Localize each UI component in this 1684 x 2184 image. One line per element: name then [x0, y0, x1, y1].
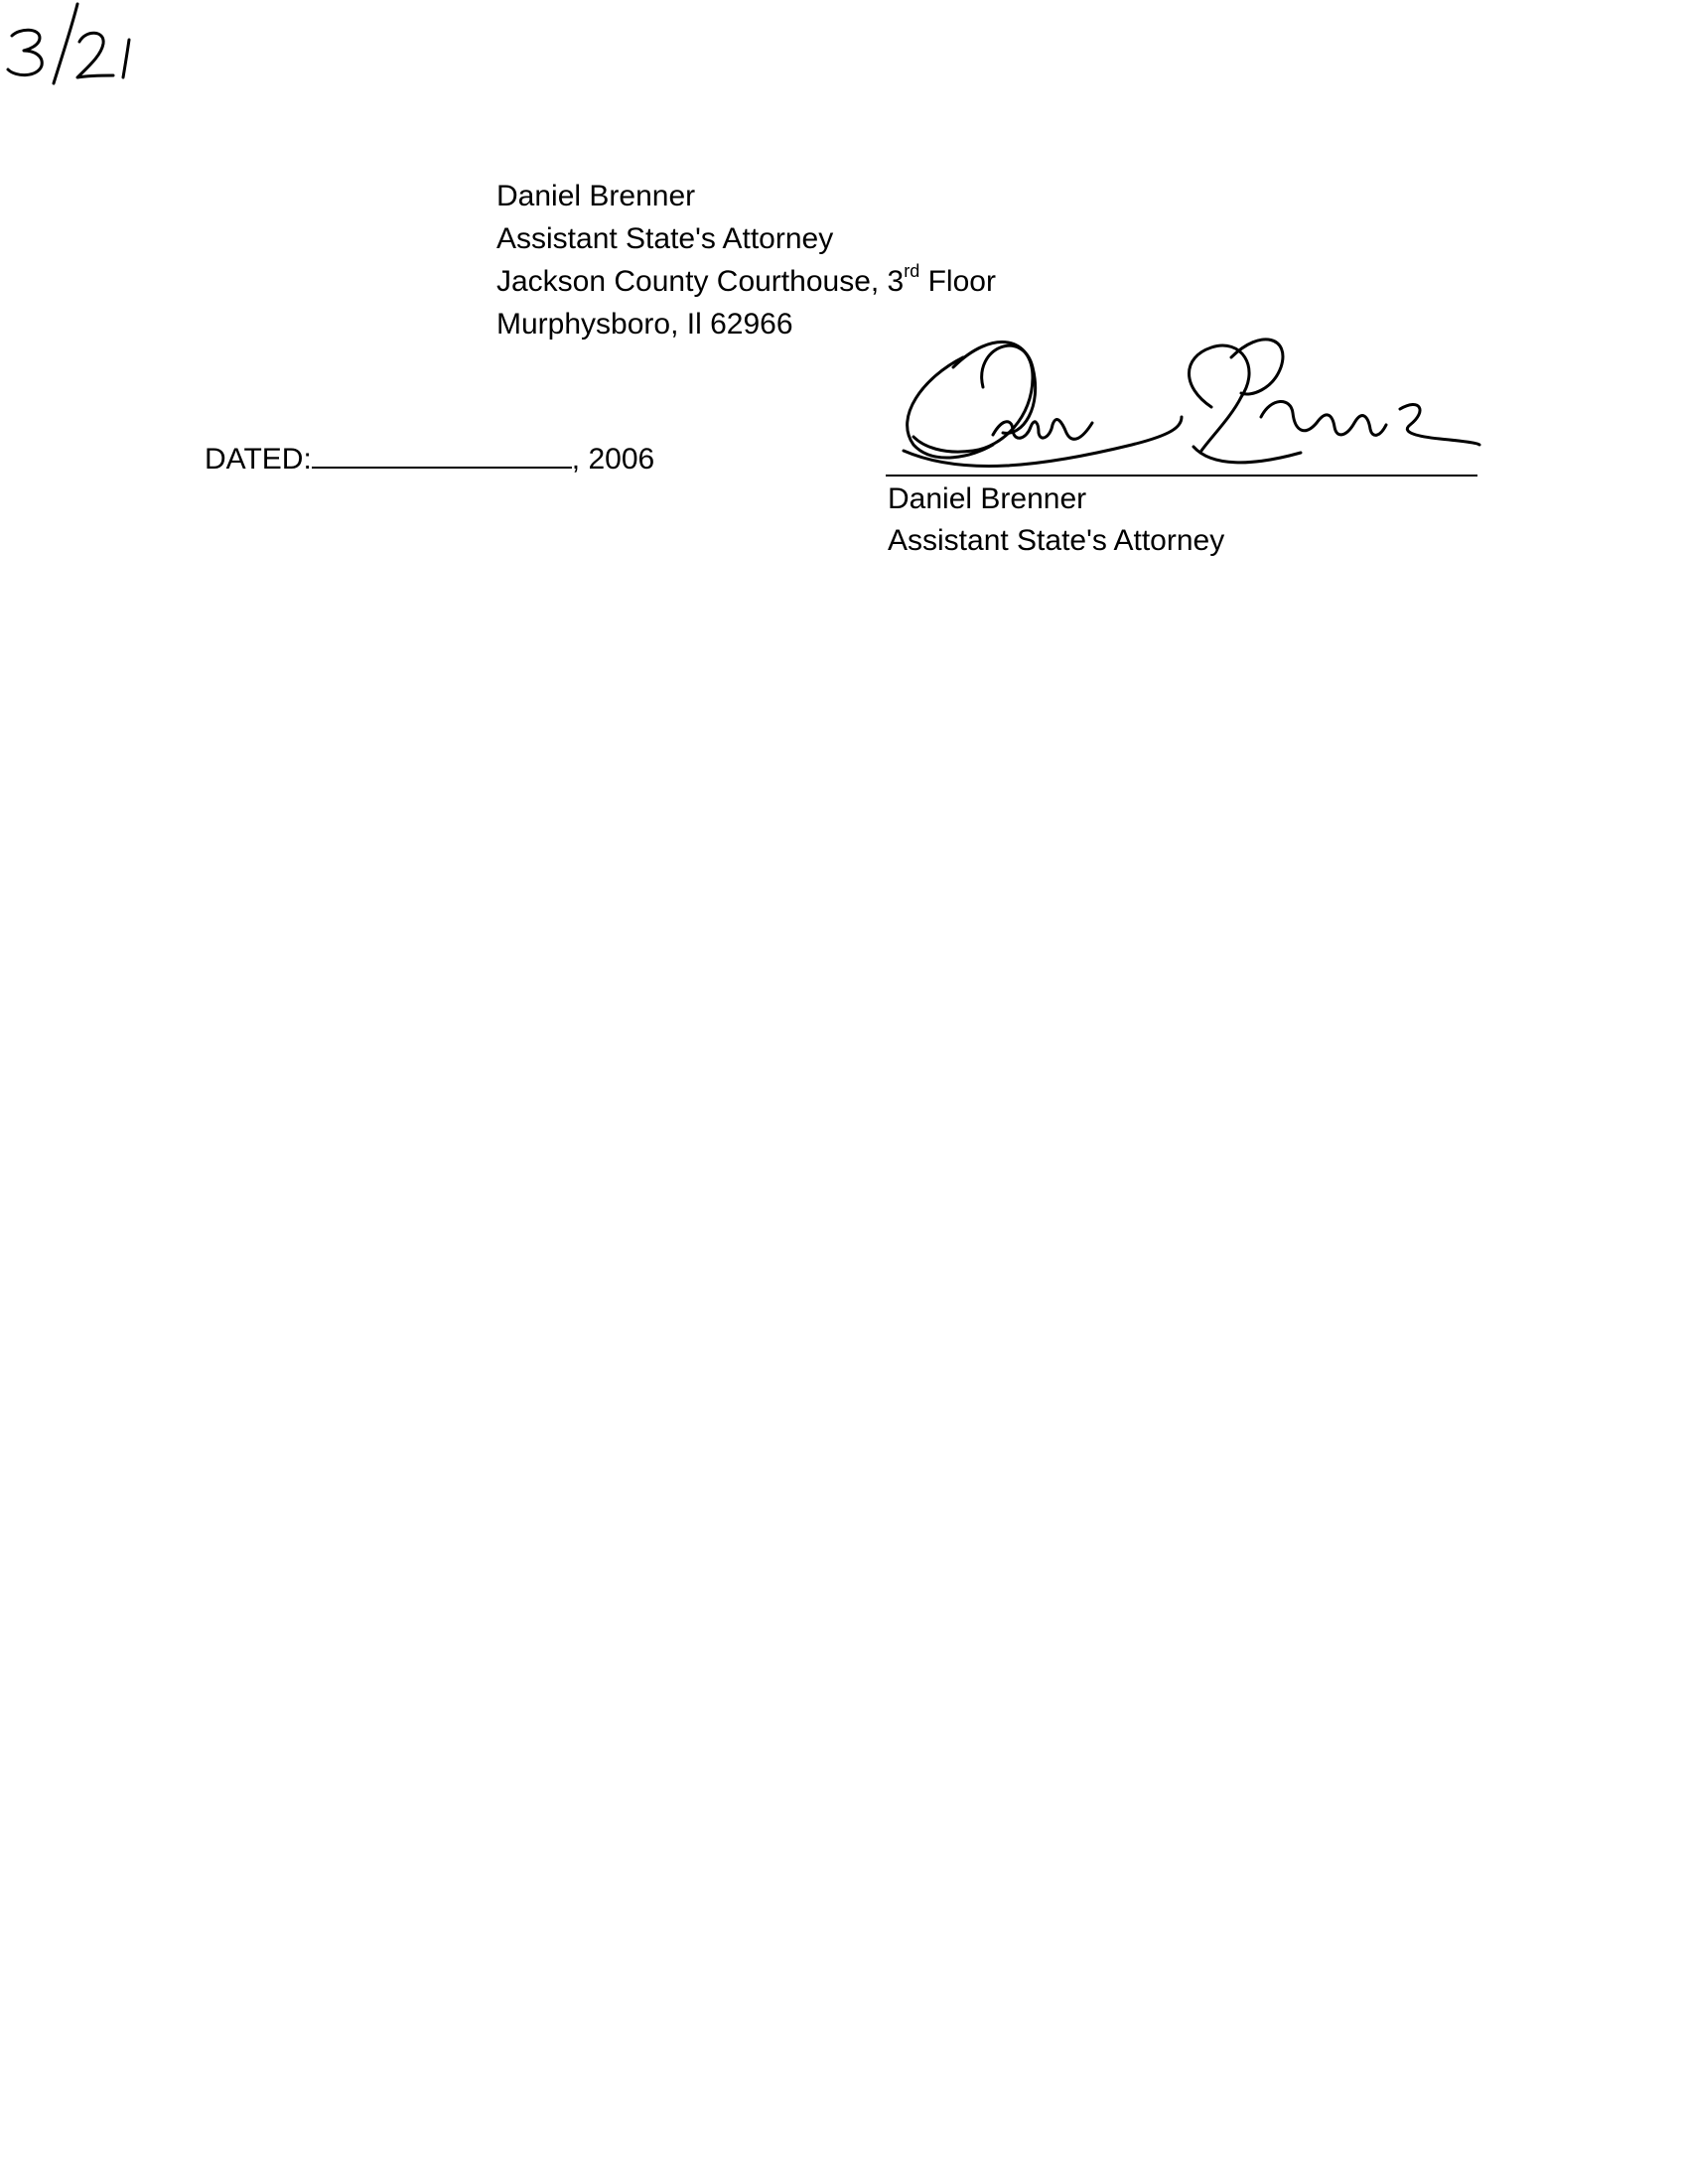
sender-street — [496, 260, 996, 303]
dated-label: DATED: — [205, 443, 312, 476]
signature — [884, 328, 1489, 477]
street-ordinal: rd — [904, 261, 920, 281]
date-blank — [312, 437, 572, 469]
dated-line — [205, 437, 654, 477]
dated-year: , 2006 — [571, 443, 655, 476]
sender-name: Daniel Brenner — [496, 180, 696, 212]
signer-name: Daniel Brenner — [888, 482, 1087, 515]
handwritten-date — [0, 0, 149, 89]
signer-block — [888, 478, 1224, 562]
signature-line — [886, 475, 1477, 477]
street-suffix: Floor — [919, 265, 996, 298]
sender-title: Assistant State's Attorney — [496, 222, 834, 255]
sender-city: Murphysboro, Il 62966 — [496, 308, 793, 341]
signer-title: Assistant State's Attorney — [888, 524, 1225, 557]
street-prefix: Jackson County Courthouse, 3 — [496, 265, 905, 298]
sender-address-block — [496, 175, 996, 345]
